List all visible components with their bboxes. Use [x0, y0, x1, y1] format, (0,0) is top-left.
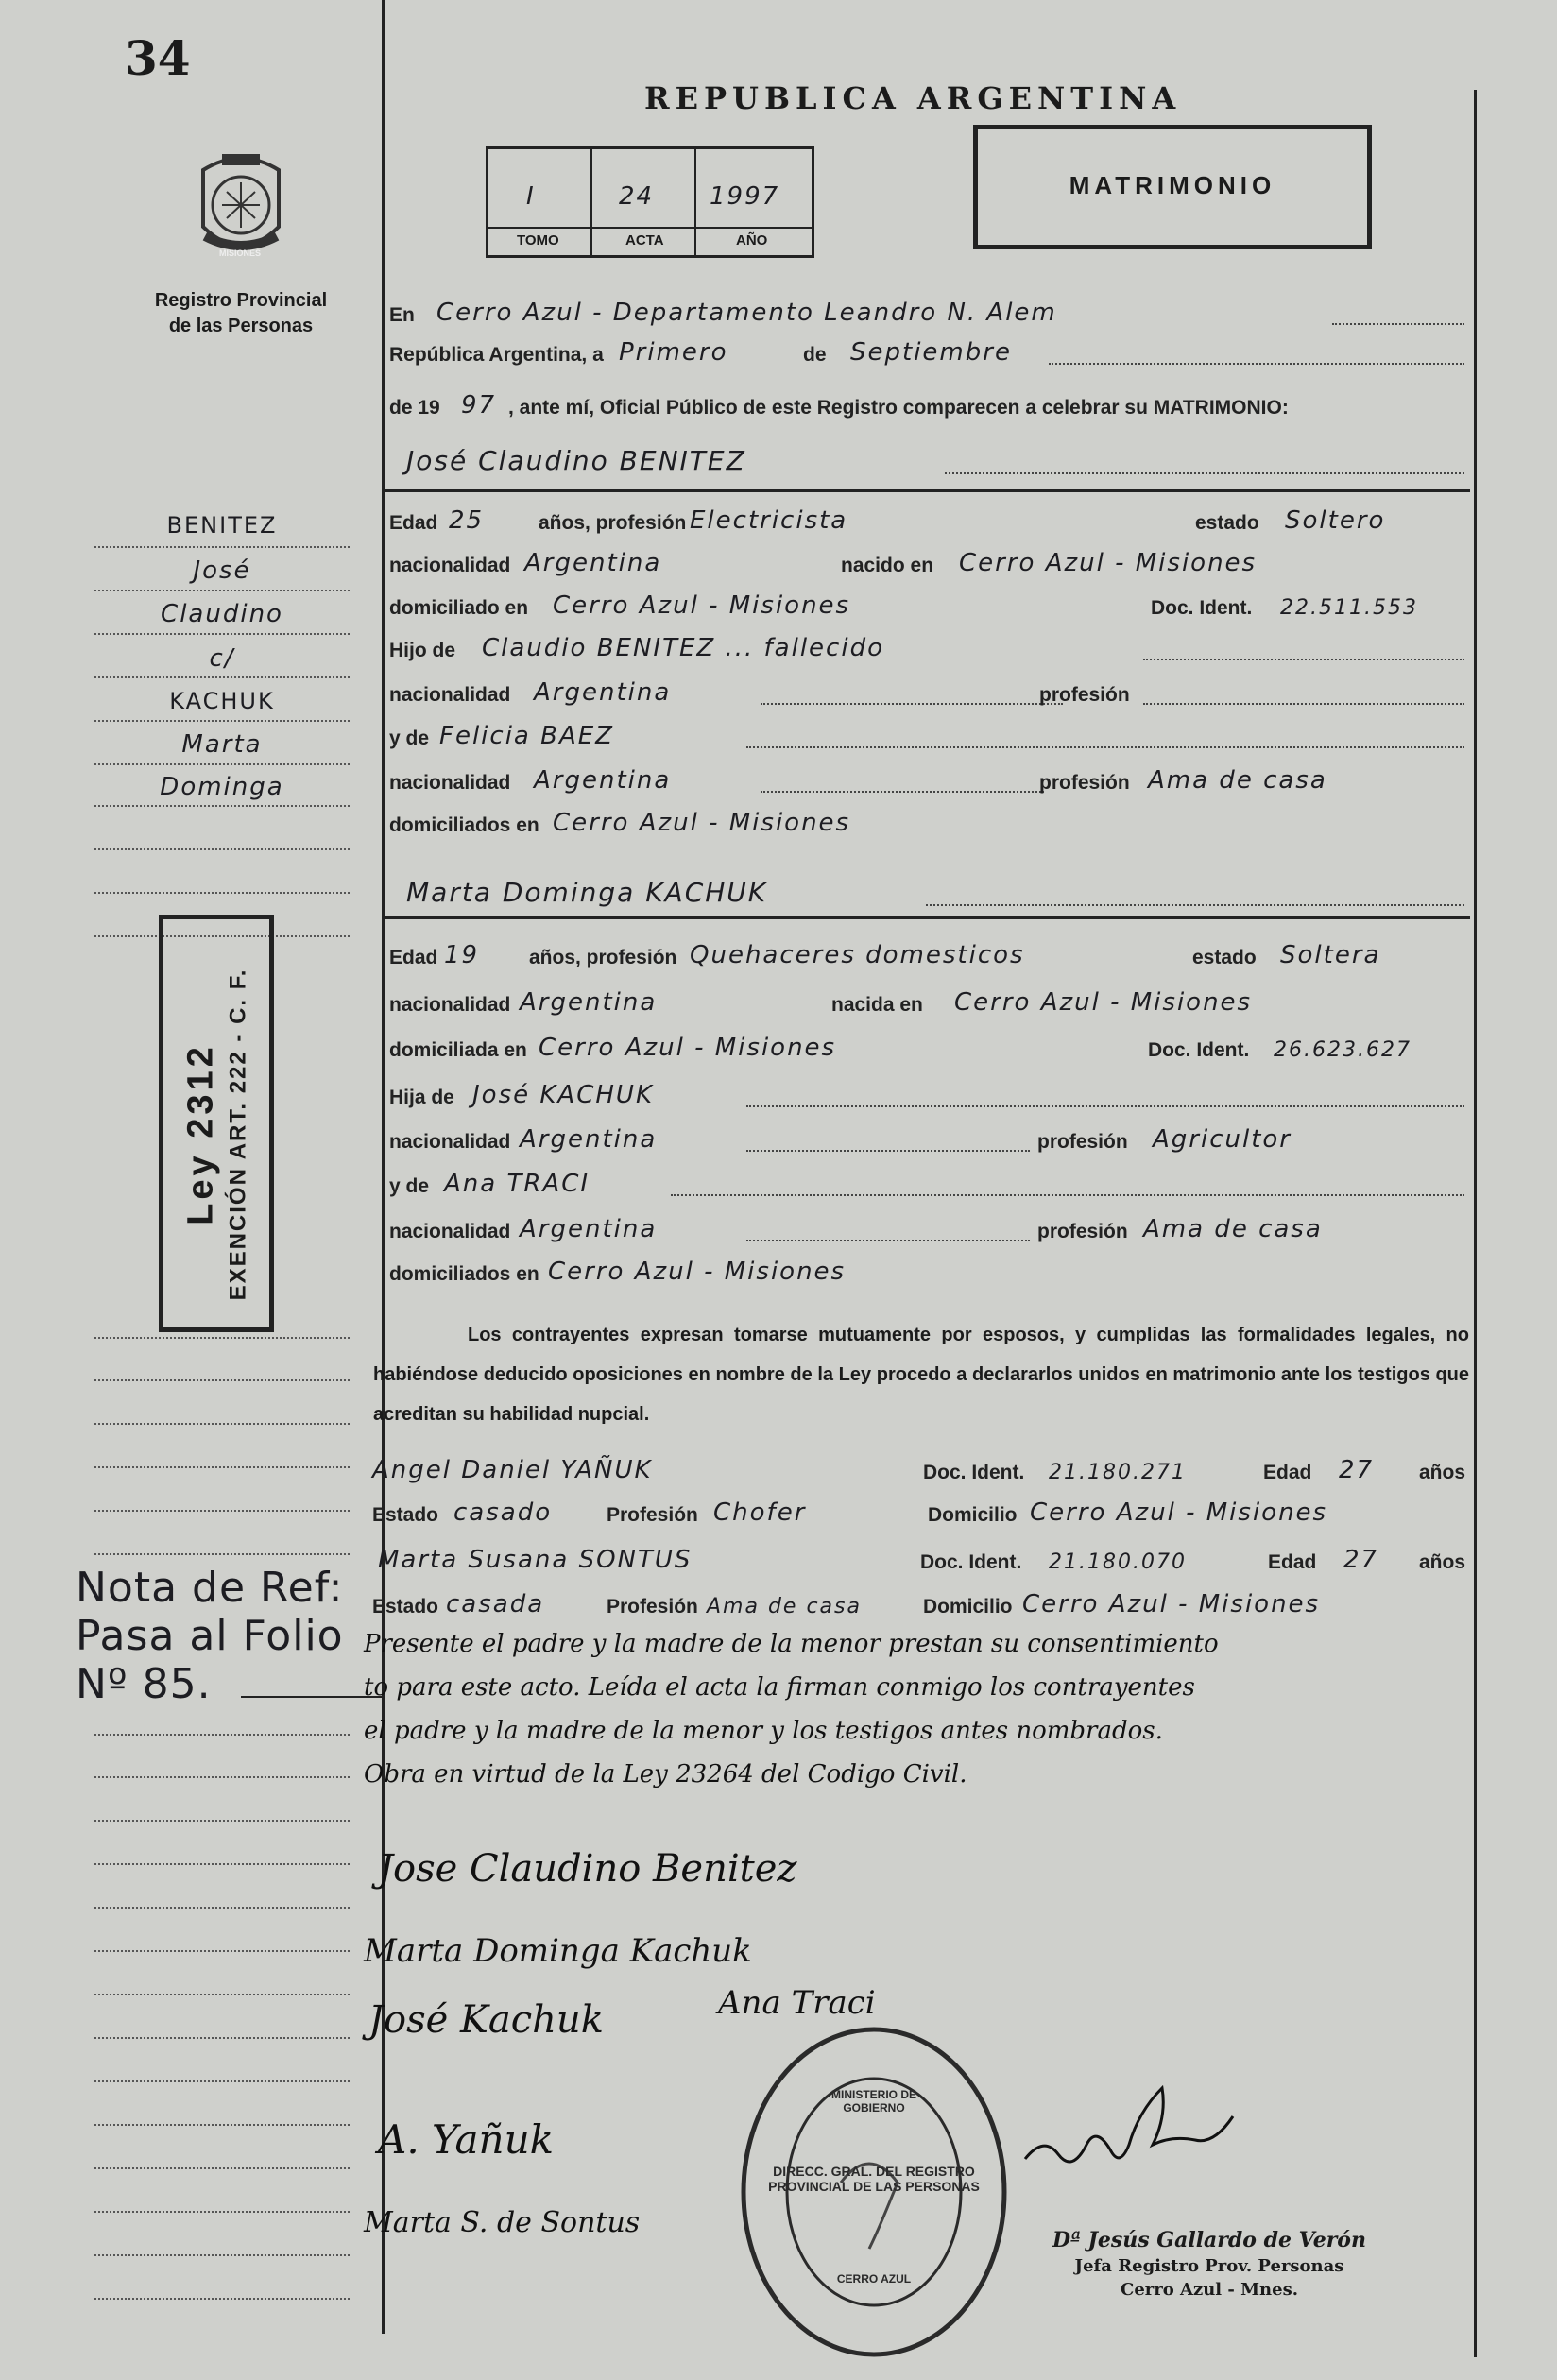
groom-hijo-label: Hijo de [389, 640, 456, 661]
witness1-name: Angel Daniel YAÑUK [372, 1456, 653, 1484]
page-number: 34 [125, 30, 191, 86]
margin-name-7: Dominga [160, 773, 284, 801]
groom-rule-top [385, 489, 1470, 492]
place-value: Cerro Azul - Departamento Leandro N. Alem [436, 299, 1057, 327]
bride-estado: Soltera [1280, 941, 1381, 969]
bride-mother-nac: Argentina [520, 1215, 658, 1243]
bride-nacionalidad: Argentina [520, 988, 658, 1017]
bride-name: Marta Dominga KACHUK [406, 877, 768, 908]
groom-mother-nac-label: nacionalidad [389, 772, 511, 794]
witness1-doc-label: Doc. Ident. [923, 1462, 1025, 1483]
signature-bride-father: José Kachuk [368, 1998, 604, 2042]
witness2-anos: años [1419, 1551, 1466, 1573]
tomo-value: I [526, 182, 536, 211]
margin-name-1: BENITEZ [166, 512, 278, 539]
left-vertical-rule [382, 0, 385, 2334]
witness2-doc-label: Doc. Ident. [920, 1551, 1022, 1573]
groom-mother-nac: Argentina [534, 766, 672, 795]
signature-bride-mother: Ana Traci [718, 1984, 876, 2022]
groom-anos-label: años, profesión [539, 512, 687, 534]
en-label: En [389, 304, 415, 326]
witness1-prof-label: Profesión [607, 1504, 698, 1526]
groom-yde-label: y de [389, 728, 430, 749]
witness1-dom-label: Domicilio [928, 1504, 1018, 1526]
margin-note-line1: Nota de Ref: [76, 1564, 344, 1612]
official-signature [1020, 2079, 1247, 2183]
groom-edad-label: Edad [389, 512, 438, 534]
bride-father-prof: Agricultor [1153, 1125, 1292, 1154]
witness2-estado-label: Estado [372, 1596, 439, 1618]
witness2-doc: 21.180.070 [1049, 1550, 1187, 1574]
signature-witness2: Marta S. de Sontus [364, 2206, 641, 2239]
bride-doc: 26.623.627 [1274, 1038, 1412, 1062]
bride-father-nac-label: nacionalidad [389, 1131, 511, 1153]
bride-anos-label: años, profesión [529, 947, 677, 968]
registry-name [132, 288, 350, 339]
margin-name-5: KACHUK [169, 688, 275, 714]
groom-nac-label: nacionalidad [389, 555, 511, 576]
bride-domicilio: Cerro Azul - Misiones [539, 1034, 837, 1062]
groom-nacionalidad: Argentina [524, 549, 662, 577]
margin-note-underline [241, 1696, 383, 1698]
witness1-anos: años [1419, 1462, 1466, 1483]
witness1-edad: 27 [1339, 1456, 1375, 1484]
ano-label: AÑO [736, 232, 768, 248]
bride-hija-label: Hija de [389, 1087, 454, 1108]
bride-doms-label: domiciliados en [389, 1263, 539, 1285]
ano-value: 1997 [710, 182, 780, 211]
de-label: de [803, 344, 827, 366]
witness2-name: Marta Susana SONTUS [378, 1546, 693, 1574]
margin-name-4: c/ [209, 644, 235, 673]
right-vertical-rule [1474, 90, 1477, 2357]
witness2-prof-label: Profesión [607, 1596, 698, 1618]
bride-yde-label: y de [389, 1175, 430, 1197]
margin-name-3: Claudino [161, 600, 283, 628]
official-title: Jefa Registro Prov. Personas [1074, 2256, 1344, 2276]
note-line-4: Obra en virtud de la Ley 23264 del Codigo Civil. [364, 1760, 967, 1789]
witness2-edad-label: Edad [1268, 1551, 1317, 1573]
bride-father: José KACHUK [472, 1081, 655, 1109]
official-name: Dª Jesús Gallardo de Verón [1052, 2228, 1366, 2252]
witness1-profesion: Chofer [713, 1498, 807, 1527]
day-value: Primero [619, 338, 728, 367]
note-line-3: el padre y la madre de la menor y los testigos antes nombrados. [364, 1717, 1163, 1745]
bride-mother-prof: Ama de casa [1143, 1215, 1323, 1243]
groom-domicilio: Cerro Azul - Misiones [553, 591, 851, 620]
declaration-text: Los contrayentes expresan tomarse mutuamente por esposos, y cumplidas las formalidades legales, no habiéndose deducido oposiciones en nombre de la Ley procedo a declararlos unidos en matrimonio ante los testigos que acreditan su habilidad nupcial. [373, 1325, 1469, 1425]
bride-father-prof-label: profesión [1037, 1131, 1128, 1153]
year-label: de 19 [389, 397, 440, 419]
witness2-profesion: Ama de casa [707, 1595, 862, 1618]
bride-edad: 19 [444, 941, 480, 969]
registry-line1: Registro Provincial [154, 290, 328, 311]
bride-mother-prof-label: profesión [1037, 1221, 1128, 1242]
witness1-estado: casado [453, 1498, 553, 1527]
groom-dom-label: domiciliado en [389, 597, 529, 619]
signature-bride: Marta Dominga Kachuk [364, 1932, 752, 1970]
official-place: Cerro Azul - Mnes. [1121, 2280, 1298, 2300]
bride-doc-label: Doc. Ident. [1148, 1039, 1250, 1061]
note-line-1: Presente el padre y la madre de la menor prestan su consentimiento [364, 1630, 1219, 1658]
witness1-edad-label: Edad [1263, 1462, 1312, 1483]
acta-label: ACTA [625, 232, 664, 248]
groom-nacido-en: Cerro Azul - Misiones [959, 549, 1258, 577]
tomo-label: TOMO [517, 232, 559, 248]
groom-mother-prof-label: profesión [1039, 772, 1130, 794]
bride-nac-label: nacionalidad [389, 994, 511, 1016]
witness2-domicilio: Cerro Azul - Misiones [1022, 1590, 1321, 1618]
signature-groom: Jose Claudino Benitez [378, 1847, 797, 1891]
bride-estado-label: estado [1192, 947, 1257, 968]
handwritten-notes [364, 1630, 1474, 1804]
witness1-doc: 21.180.271 [1049, 1461, 1187, 1484]
official-seal-icon [737, 2022, 1011, 2362]
official-block [1020, 2228, 1398, 2300]
groom-name: José Claudino BENITEZ [406, 445, 746, 476]
acta-value: 24 [619, 182, 655, 211]
republica-label: República Argentina, a [389, 344, 604, 366]
groom-estado: Soltero [1285, 506, 1386, 535]
groom-parents-dom: Cerro Azul - Misiones [553, 809, 851, 837]
seal-outer-text: DIRECC. GRAL. DEL REGISTRO PROVINCIAL DE LAS PERSONAS [768, 2164, 980, 2194]
seal-inner-text: MINISTERIO DE GOBIERNO [830, 2088, 916, 2115]
stamp-exencion: EXENCIÓN ART. 222 - C. F. [225, 967, 251, 1301]
groom-father: Claudio BENITEZ ... fallecido [482, 634, 884, 662]
margin-note-line3: Nº 85. [76, 1660, 212, 1708]
witness2-edad: 27 [1343, 1546, 1379, 1574]
groom-mother: Felicia BAEZ [439, 722, 614, 750]
month-value: Septiembre [850, 338, 1012, 367]
doc-type-box [973, 125, 1372, 249]
doc-type-label: MATRIMONIO [1069, 171, 1276, 199]
witness2-dom-label: Domicilio [923, 1596, 1013, 1618]
groom-estado-label: estado [1195, 512, 1259, 534]
margin-name-2: José [193, 556, 251, 585]
bride-mother-nac-label: nacionalidad [389, 1221, 511, 1242]
crest-label: MISIONES [219, 248, 262, 258]
margin-note [76, 1564, 359, 1708]
groom-profesion: Electricista [690, 506, 848, 535]
margin-note-line2: Pasa al Folio [76, 1612, 344, 1660]
margin-name-6: Marta [181, 730, 263, 759]
year-value: 97 [461, 391, 497, 419]
groom-doc-label: Doc. Ident. [1151, 597, 1253, 619]
seal-bottom-text: CERRO AZUL [836, 2272, 912, 2286]
groom-edad: 25 [449, 506, 485, 535]
bride-nacida-en: Cerro Azul - Misiones [954, 988, 1253, 1017]
bride-profesion: Quehaceres domesticos [690, 941, 1025, 969]
signature-witness1: A. Yañuk [378, 2116, 555, 2163]
witness1-domicilio: Cerro Azul - Misiones [1030, 1498, 1328, 1527]
bride-parents-dom: Cerro Azul - Misiones [548, 1258, 847, 1286]
bride-dom-label: domiciliada en [389, 1039, 527, 1061]
bride-nacida-label: nacida en [831, 994, 923, 1016]
bride-edad-label: Edad [389, 947, 438, 968]
witness1-estado-label: Estado [372, 1504, 439, 1526]
bride-rule-top [385, 916, 1470, 919]
republic-title: REPUBLICA ARGENTINA [644, 80, 1182, 116]
groom-doms-label: domiciliados en [389, 814, 539, 836]
note-line-2: to para este acto. Leída el acta la firman conmigo los contrayentes [364, 1673, 1195, 1702]
stamp-ley: Ley 2312 [180, 1043, 221, 1225]
groom-father-nac-label: nacionalidad [389, 684, 511, 706]
groom-father-nac: Argentina [534, 678, 672, 707]
groom-father-prof-label: profesión [1039, 684, 1130, 706]
groom-doc: 22.511.553 [1280, 596, 1418, 620]
groom-mother-prof: Ama de casa [1148, 766, 1327, 795]
bride-mother: Ana TRACI [444, 1170, 590, 1198]
bride-father-nac: Argentina [520, 1125, 658, 1154]
registry-line2: de las Personas [168, 316, 314, 336]
witness2-estado: casada [446, 1590, 545, 1618]
record-box [486, 146, 814, 258]
exemption-stamp [159, 915, 274, 1332]
groom-nacido-label: nacido en [841, 555, 934, 576]
statement-text: , ante mí, Oficial Público de este Registro comparecen a celebrar su MATRIMONIO: [508, 397, 1289, 419]
